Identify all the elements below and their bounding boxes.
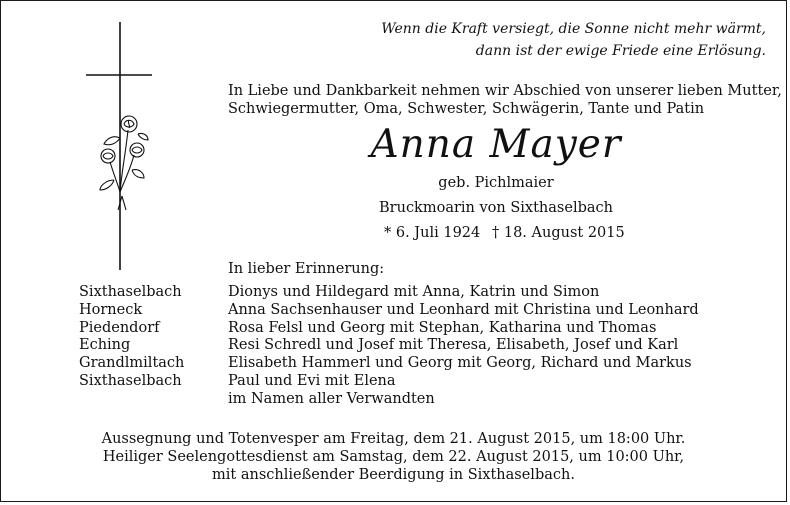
relative-item: Dionys und Hildegard mit Anna, Katrin und Simon	[228, 284, 600, 300]
maiden-name: geb. Pichlmaier	[438, 175, 554, 191]
quote-line-1: Wenn die Kraft versiegt, die Sonne nicht mehr wärmt,	[381, 21, 766, 37]
quote-line-2: dann ist der ewige Friede eine Erlösung.	[475, 43, 766, 59]
deceased-name: Anna Mayer	[370, 122, 622, 167]
roses-icon	[100, 116, 148, 210]
memory-heading: In lieber Erinnerung:	[228, 261, 385, 277]
intro-line-2: Schwiegermutter, Oma, Schwester, Schwägerin, Tante und Patin	[228, 101, 705, 117]
birth-date: * 6. Juli 1924	[384, 225, 481, 241]
place-item: Sixthaselbach	[79, 284, 182, 300]
places-list	[79, 284, 184, 391]
relative-item: Paul und Evi mit Elena	[228, 372, 396, 389]
relative-item: Resi Schredl und Josef mit Theresa, Elisabeth, Josef und Karl	[228, 337, 679, 354]
relative-item: im Namen aller Verwandten	[228, 390, 435, 407]
relative-item: Anna Sachsenhauser und Leonhard mit Christina und Leonhard	[228, 301, 699, 318]
death-date: † 18. August 2015	[492, 225, 625, 241]
service-line-2: Heiliger Seelengottesdienst am Samstag, dem 22. August 2015, um 10:00 Uhr,	[102, 449, 685, 465]
place-item: Horneck	[79, 301, 143, 318]
relative-item: Elisabeth Hammerl und Georg mit Georg, Richard und Markus	[228, 355, 692, 372]
intro-line-1: In Liebe und Dankbarkeit nehmen wir Abschied von unserer lieben Mutter,	[228, 83, 782, 99]
relatives-list	[228, 284, 699, 409]
relative-item: Rosa Felsl und Georg mit Stephan, Katharina und Thomas	[228, 319, 657, 336]
service-line-1: Aussegnung und Totenvesper am Freitag, dem 21. August 2015, um 18:00 Uhr.	[101, 431, 686, 447]
cross-icon	[82, 20, 162, 272]
place-item: Sixthaselbach	[79, 372, 182, 389]
residence: Bruckmoarin von Sixthaselbach	[379, 200, 613, 216]
place-item: Grandlmiltach	[79, 355, 185, 372]
service-line-3: mit anschließender Beerdigung in Sixthaselbach.	[212, 467, 575, 483]
place-item: Piedendorf	[79, 319, 160, 336]
place-item: Eching	[79, 337, 131, 354]
